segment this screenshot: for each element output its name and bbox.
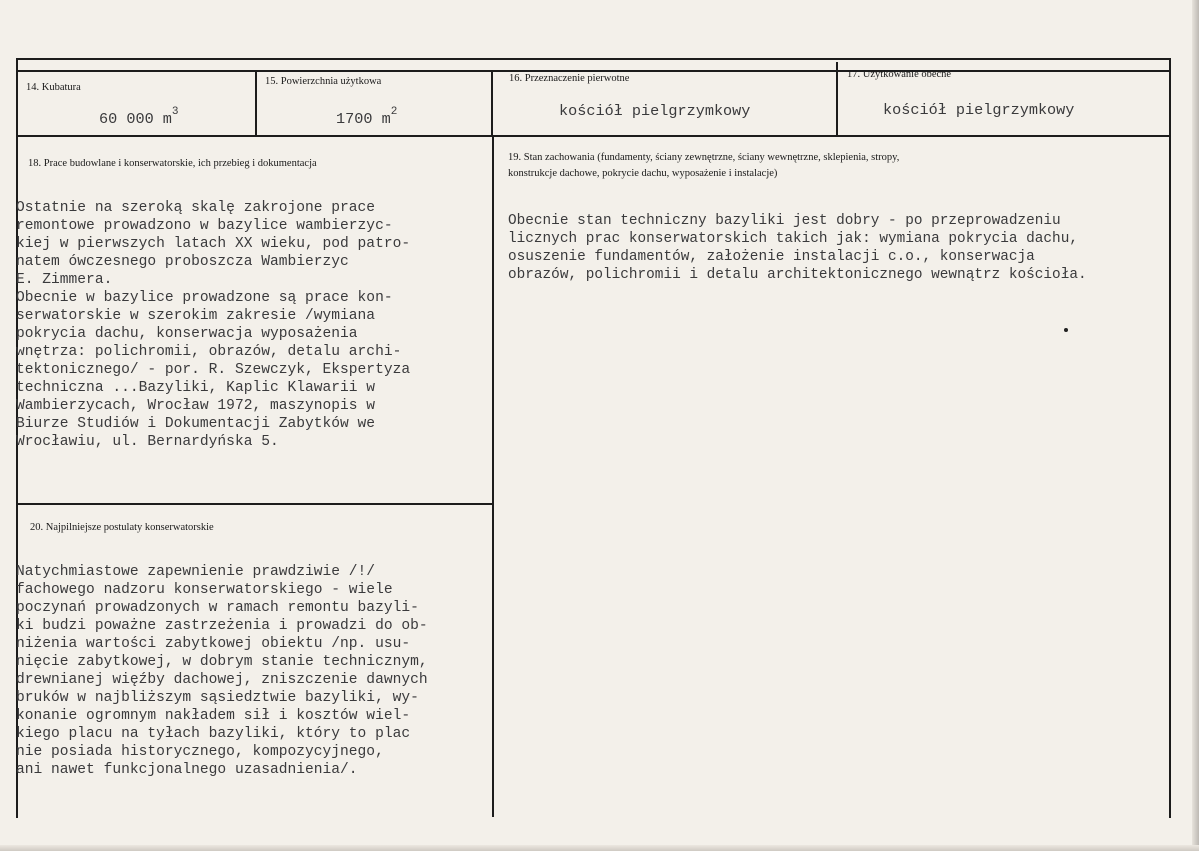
col-divider-15-16	[491, 70, 493, 137]
prace-label: 18. Prace budowlane i konserwatorskie, ich przebieg i dokumentacja	[28, 158, 317, 169]
przeznaczenie-value: kościół pielgrzymkowy	[559, 102, 751, 120]
przeznaczenie-label: 16. Przeznaczenie pierwotne	[509, 73, 630, 84]
stan-text: Obecnie stan techniczny bazyliki jest dobry - po przeprowadzeniu licznych prac konserwatorskich takich jak: wymiana pokrycia dachu, osuszenie fundamentów, założenie instalacji c.o., konserwacja obrazów, polichromii i detalu architektonicznego wewnątrz kościoła.	[508, 213, 1087, 283]
postulaty-label: 20. Najpilniejsze postulaty konserwatorskie	[30, 522, 214, 533]
row1-bottom-rule	[16, 135, 1171, 137]
postulaty-text: Natychmiastowe zapewnienie prawdziwie /!/ fachowego nadzoru konserwatorskiego - wiele poczynań prowadzonych w ramach remontu bazyli- ki budzi poważne zastrzeżenia i prowadzi do ob- niżenia wartości zabytkowej obiektu /np. usu- nięcie zabytkowej, w dobrym stanie technicznym, drewnianej więźby dachowej, zniszczenie dawnych bruków w najbliższym sąsiedztwie bazyliki, wy- konanie ogromnym nakładem sił i kosztów wiel- kiego placu na tyłach bazyliki, który to plac nie posiada historycznego, kompozycyjnego, ani nawet funkcjonalnego uzasadnienia/.	[16, 564, 428, 778]
prace-text: Ostatnie na szeroką skalę zakrojone prace remontowe prowadzono w bazylice wambierzyc- kiej w pierwszych latach XX wieku, pod patro- natem ówczesnego proboszcza Wambierzyc E. Zimmera. Obecnie w bazylice prowadzone są prace kon- serwatorskie w szerokim zakresie /wymiana pokrycia dachu, konserwacja wyposażenia wnętrza: polichromii, obrazów, detalu archi- tektonicznego/ - por. R. Szewczyk, Ekspertyza techniczna ...Bazyliki, Kaplic Klawarii w Wambierzycach, Wrocław 1972, maszynopis w Biurze Studiów i Dokumentacji Zabytków we Wrocławiu, ul. Bernardyńska 5.	[16, 200, 411, 450]
uzytkowanie-value: kościół pielgrzymkowy	[883, 101, 1075, 119]
stan-label-line1: 19. Stan zachowania (fundamenty, ściany zewnętrzne, ściany wewnętrzne, sklepienia, stropy,	[508, 152, 900, 163]
kubatura-value	[99, 103, 179, 128]
powierzchnia-unit-exponent: 2	[390, 106, 398, 118]
right-border	[1169, 58, 1171, 818]
card-right-edge	[1192, 0, 1199, 851]
kubatura-unit-exponent: 3	[171, 106, 179, 118]
ink-dot	[1064, 328, 1068, 332]
card-bottom-edge	[0, 845, 1199, 851]
powierzchnia-label: 15. Powierzchnia użytkowa	[265, 76, 382, 87]
row2-separator	[16, 503, 492, 505]
col-divider-14-15	[255, 70, 257, 137]
powierzchnia-value	[336, 103, 397, 128]
kubatura-number: 60 000 m	[99, 110, 172, 128]
uzytkowanie-label: 17. Użytkowanie obecne	[847, 69, 952, 80]
stan-label-line2: konstrukcje dachowe, pokrycie dachu, wyposażenie i instalacje)	[508, 168, 778, 179]
row1-top-rule	[16, 70, 1171, 72]
powierzchnia-number: 1700 m	[336, 110, 391, 128]
top-rule	[16, 58, 1171, 60]
col-divider-main	[492, 137, 494, 817]
col-divider-16-17	[836, 62, 838, 137]
kubatura-label: 14. Kubatura	[26, 82, 81, 93]
